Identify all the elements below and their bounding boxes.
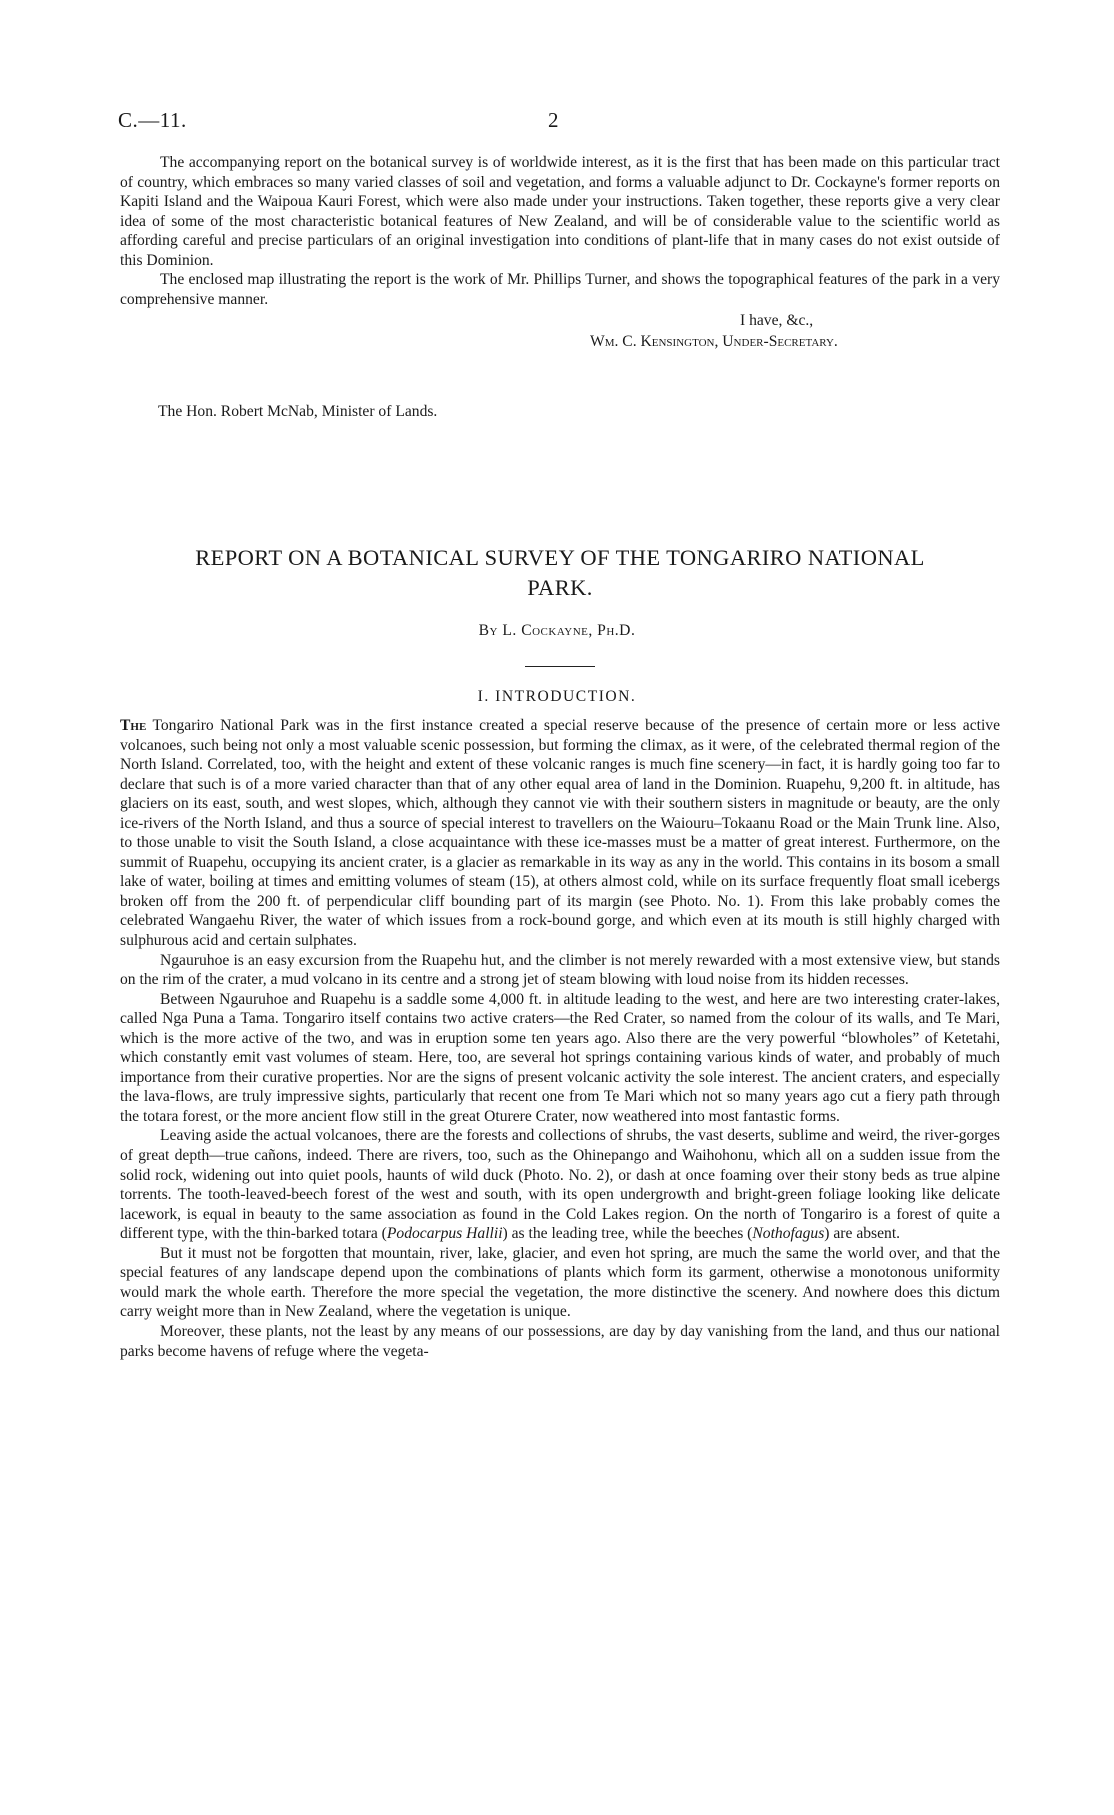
report-paragraph-4-text-a: Leaving aside the actual volcanoes, there are the forests and collections of shrubs, the vast deserts, sublime and weird, the river-gorges of great depth—true cañons, indeed. There are rivers, too, such as the Ohinepango and Waihohonu, which all on a sudden issue from the solid rock, widening out into quiet pools, haunts of wild duck (Photo. No. 2), or dash at once foaming over their stony beds as true alpine torrents. The tooth-leaved-beech forest of the west and south, with its open undergrowth and bright-green foliage looking like delicate lacework, is equal in beauty to the same association as found in the Cold Lakes region. On the north of Tongariro is a forest of quite a different type, with the thin-barked totara ( [120,1127,1000,1243]
divider-rule [525,666,595,667]
lead-word: The [120,717,147,734]
report-title-line-1: REPORT ON A BOTANICAL SURVEY OF THE TONGARIRO NATIONAL [195,545,925,570]
report-title-line-2: PARK. [527,575,593,600]
report-paragraph-4-text-b: ) as the leading tree, while the beeches ( [502,1225,753,1243]
report-paragraph-4-text-c: ) are absent. [824,1225,901,1243]
report-paragraph-6: Moreover, these plants, not the least by any means of our possessions, are day by day vanishing from the land, and thus our national parks become havens of refuge where the vegeta- [120,1322,1000,1360]
document-reference: C.—11. [118,108,187,132]
report-paragraph-5: But it must not be forgotten that mountain, river, lake, glacier, and even hot spring, are much the same the world over, and that the special features of any landscape depend upon the combinations of plants which form its garment, otherwise a monotonous uniformity would mark the whole earth. Therefore the more special the vegetation, the more distinctive the scenery. And nowhere does this dictum carry weight more than in New Zealand, where the vegetation is unique. [120,1244,1000,1321]
report-paragraph-3: Between Ngauruhoe and Ruapehu is a saddle some 4,000 ft. in altitude leading to the west, and here are two interesting crater-lakes, called Nga Puna a Tama. Tongariro itself contains two active craters—the Red Crater, so named from the colour of its walls, and Te Mari, which is the more active of the two, and was in eruption some ten years ago. Also there are the very powerful “blowholes” of Ketetahi, which constantly emit vast volumes of steam. Here, too, are several hot springs containing various kinds of water, and probably of much importance from their curative properties. Nor are the signs of present volcanic activity the sole interest. The ancient craters, and especially the lava-flows, are truly impressive sights, particularly that recent one from Te Mari which not so many years ago cut a fiery path through the totara forest, or the more ancient flow still in the great Oturere Crater, now weathered into most fantastic forms. [120,990,1000,1125]
report-paragraph-2: Ngauruhoe is an easy excursion from the Ruapehu hut, and the climber is not merely rewarded with a most extensive view, but stands on the rim of the crater, a mud volcano in its centre and a strong jet of steam blowing with loud noise from its hidden recesses. [120,951,1000,989]
report-byline: By L. Cockayne, Ph.D. [478,622,636,639]
letter-signature: Wm. C. Kensington, Under-Secretary. [590,333,838,351]
taxon-podocarpus: Podocarpus Hallii [386,1225,503,1243]
page-number: 2 [548,108,559,132]
report-paragraph-1-text: Tongariro National Park was in the first instance created a special reserve because of the presence of certain more or less active volcanoes, such being not only a most valuable scenic possession, but forming the climax, as it were, of the celebrated thermal region of the North Island. Correlated, too, with the height and extent of these volcanic ranges is much fine scenery—in fact, it is hardly going too far to declare that such is of a more varied character than that of any other equal area of land in the Dominion. Ruapehu, 9,200 ft. in altitude, has glaciers on its east, south, and west slopes, which, although they cannot vie with their southern sisters in magnitude or beauty, are the only ice-rivers of the North Island, and thus a source of special interest to travellers on the Waiouru–Tokaanu Road or the Main Trunk line. Also, to those unable to visit the South Island, a close acquaintance with these ice-masses must be a matter of great interest. Furthermore, on the summit of Ruapehu, occupying its ancient crater, is a glacier as remarkable in its way as any in the world. This contains in its bosom a small lake of water, boiling at times and emitting volumes of steam (15), at others almost cold, while on its surface frequently float small icebergs broken off from the 200 ft. of perpendicular cliff bounding part of its margin (see Photo. No. 1). From this lake probably comes the celebrated Wangaehu River, the water of which issues from a rock-bound gorge, and which even at its mouth is still highly charged with sulphurous acid and certain sulphates. [120,717,1000,950]
page-header [118,108,998,138]
letter-addressee: The Hon. Robert McNab, Minister of Lands. [158,403,438,420]
report-title [110,543,1010,603]
report-paragraph-4 [120,1126,1000,1243]
taxon-nothofagus: Nothofagus [752,1225,825,1243]
cover-letter [120,153,1000,353]
report-body [120,716,1000,1361]
letter-paragraph-1: The accompanying report on the botanical survey is of worldwide interest, as it is the first that has been made on this particular tract of country, which embraces so many varied classes of soil and vegetation, and forms a valuable adjunct to Dr. Cockayne's former reports on Kapiti Island and the Waipoua Kauri Forest, which were also made under your instructions. Taken together, these reports give a very clear idea of some of the most characteristic botanical features of New Zealand, and will be of considerable value to the scientific world as affording careful and precise particulars of an original investigation into conditions of plant-life that in many cases do not exist outside of this Dominion. [120,154,1000,269]
letter-paragraph-2: The enclosed map illustrating the report is the work of Mr. Phillips Turner, and shows the topographical features of the park in a very comprehensive manner. [120,271,1000,308]
letter-closing: I have, &c., [740,312,814,330]
report-paragraph-1 [120,716,1000,951]
section-heading: I. INTRODUCTION. [477,688,637,705]
